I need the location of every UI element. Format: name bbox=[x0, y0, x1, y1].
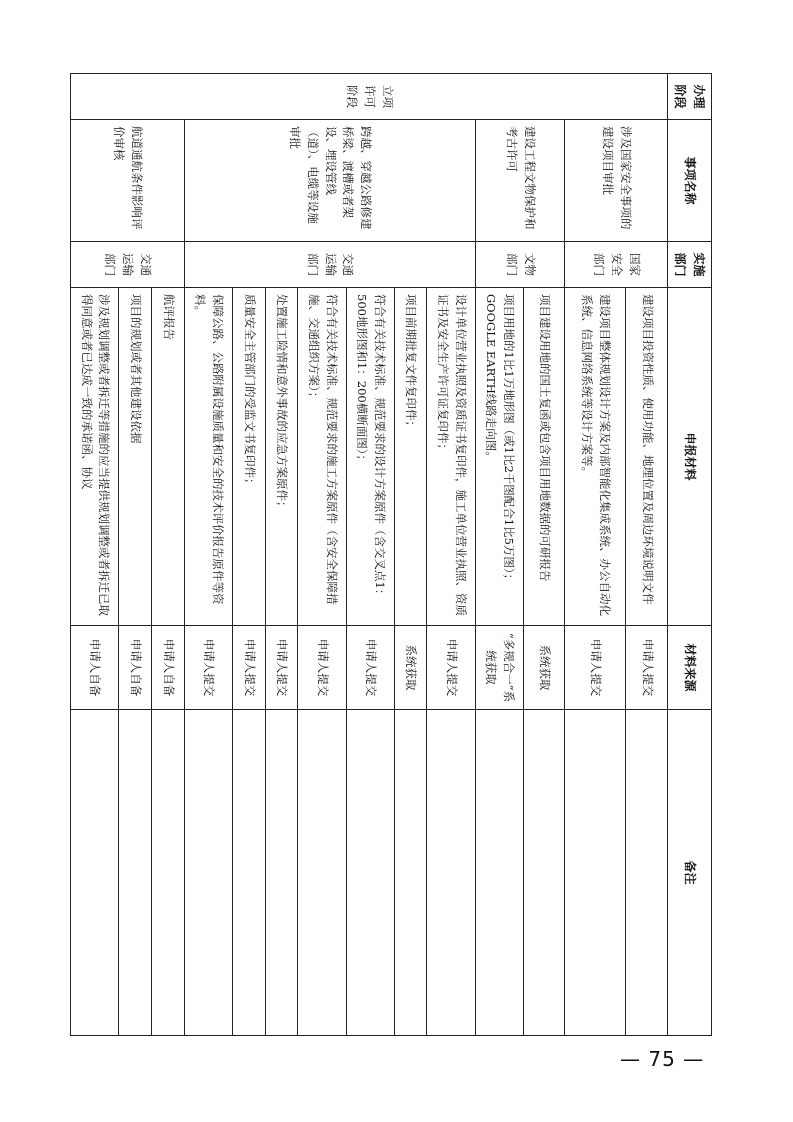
remark-cell bbox=[232, 710, 265, 1036]
remark-cell bbox=[71, 710, 119, 1036]
remark-cell bbox=[475, 710, 523, 1036]
remark-cell bbox=[427, 710, 475, 1036]
item-dept: 交通运输部门 bbox=[71, 242, 185, 288]
item-name: 涉及国家安全事项的建设项目审批 bbox=[565, 120, 668, 242]
item-name: 跨越、穿越公路修建桥梁、渡槽或者架设、埋设管线（道）、电缆等设施审批 bbox=[184, 120, 475, 242]
item-name: 航道通航条件影响评价审核 bbox=[71, 120, 185, 242]
remark-cell bbox=[151, 710, 184, 1036]
source-cell: 申请人自备 bbox=[151, 626, 184, 710]
material-cell: 建设项目投资性质、使用功能、地理位置及周边环境说明文件 bbox=[626, 288, 668, 626]
source-cell: “多规合一”系统获取 bbox=[475, 626, 523, 710]
material-cell: 符合有关技术标准、规范要求的设计方案原件（含交叉点1：500地形图和1：200横断面图）； bbox=[346, 288, 394, 626]
rotated-table-container bbox=[70, 73, 712, 1035]
material-cell: 处置施工险情和意外事故的应急方案原件； bbox=[265, 288, 298, 626]
item-dept: 交通运输部门 bbox=[184, 242, 475, 288]
header-materials: 申报材料 bbox=[668, 288, 712, 626]
source-cell: 申请人自备 bbox=[71, 626, 119, 710]
source-cell: 系统获取 bbox=[394, 626, 427, 710]
header-name: 事项名称 bbox=[668, 120, 712, 242]
material-cell: 建设项目整体规划设计方案及内部智能化集成系统、办公自动化系统、信息网络系统等设计方案等。 bbox=[565, 288, 626, 626]
source-cell: 申请人提交 bbox=[565, 626, 626, 710]
header-dept: 实施部门 bbox=[668, 242, 712, 288]
material-cell: 项目前期批复文件复印件； bbox=[394, 288, 427, 626]
remark-cell bbox=[394, 710, 427, 1036]
material-cell: 项目用地的1比1万地形图（或1比2千图配合1比5万图）；GOOGLE EARTH线路走向图。 bbox=[475, 288, 523, 626]
source-cell: 系统获取 bbox=[523, 626, 565, 710]
remark-cell bbox=[265, 710, 298, 1036]
material-cell: 项目建设用地的国土复函或包含项目用地数据的可研报告 bbox=[523, 288, 565, 626]
source-cell: 申请人自备 bbox=[119, 626, 152, 710]
remark-cell bbox=[346, 710, 394, 1036]
material-cell: 航评报告 bbox=[151, 288, 184, 626]
table-row bbox=[151, 74, 184, 1036]
material-cell: 项目的规划或者其他建设依据 bbox=[119, 288, 152, 626]
material-cell: 符合有关技术标准、规范要求的施工方案原件（含安全保障措施、交通组织方案）； bbox=[298, 288, 346, 626]
table-row bbox=[626, 74, 668, 1036]
table-row bbox=[427, 74, 475, 1036]
item-dept: 文物部门 bbox=[475, 242, 565, 288]
approval-materials-table bbox=[70, 73, 712, 1036]
remark-cell bbox=[119, 710, 152, 1036]
source-cell: 申请人提交 bbox=[184, 626, 232, 710]
material-cell: 涉及规划调整或者拆迁等措施的应当提供规划调整或者拆迁已取得同意或者已达成一致的承诺函、协议 bbox=[71, 288, 119, 626]
remark-cell bbox=[184, 710, 232, 1036]
remark-cell bbox=[626, 710, 668, 1036]
remark-cell bbox=[523, 710, 565, 1036]
table-row bbox=[523, 74, 565, 1036]
material-cell: 保障公路、公路附属设施质量和安全的技术评价报告原件等资料。 bbox=[184, 288, 232, 626]
source-cell: 申请人提交 bbox=[346, 626, 394, 710]
source-cell: 申请人提交 bbox=[232, 626, 265, 710]
remark-cell bbox=[298, 710, 346, 1036]
source-cell: 申请人提交 bbox=[626, 626, 668, 710]
header-stage: 办理阶段 bbox=[668, 74, 712, 120]
header-source: 材料来源 bbox=[668, 626, 712, 710]
header-remark: 备注 bbox=[668, 710, 712, 1036]
material-cell: 设计单位营业执照及资质证书复印件，施工单位营业执照、资质证书及安全生产许可证复印件； bbox=[427, 288, 475, 626]
source-cell: 申请人提交 bbox=[265, 626, 298, 710]
stage-cell: 立项许可阶段 bbox=[71, 74, 668, 120]
remark-cell bbox=[565, 710, 626, 1036]
source-cell: 申请人提交 bbox=[427, 626, 475, 710]
item-name: 建设工程文物保护和考古许可 bbox=[475, 120, 565, 242]
material-cell: 质量安全主管部门的受监文书复印件； bbox=[232, 288, 265, 626]
page-number: — 75 — bbox=[620, 1047, 705, 1071]
source-cell: 申请人提交 bbox=[298, 626, 346, 710]
item-dept: 国家安全部门 bbox=[565, 242, 668, 288]
